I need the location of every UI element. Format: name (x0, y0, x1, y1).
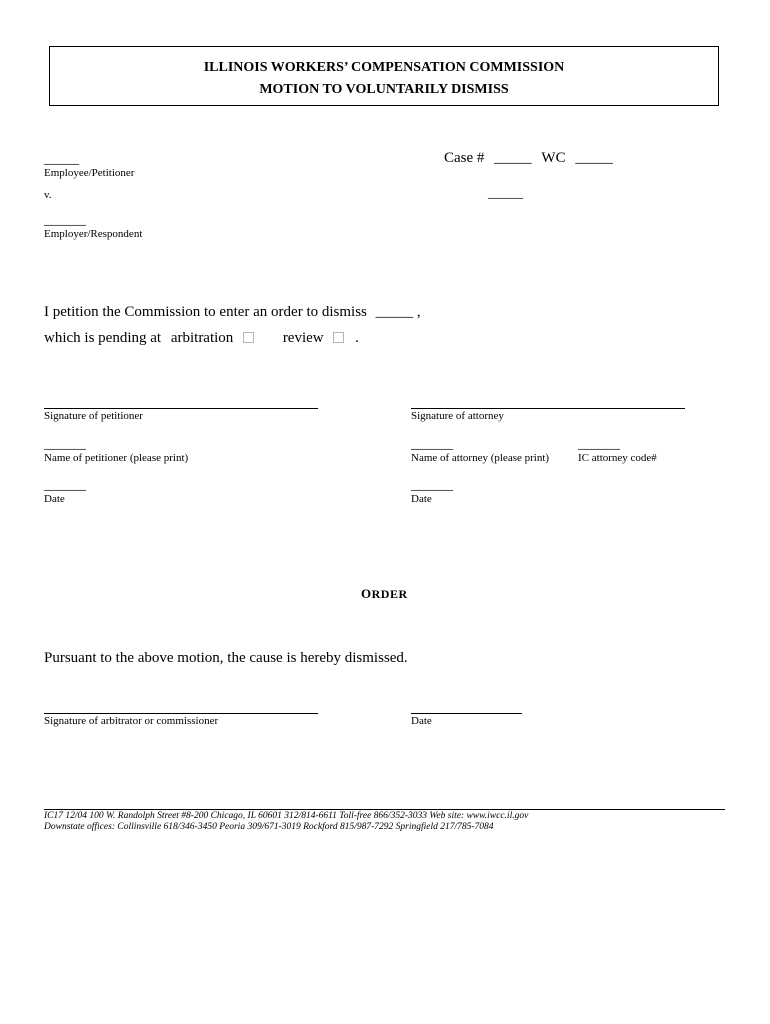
case-label: Case # (444, 150, 485, 166)
petition-text: I petition the Commission to enter an order to dismiss (44, 304, 367, 320)
order-text: Pursuant to the above motion, the cause is hereby dismissed. (44, 650, 408, 666)
petition-line-2 (44, 330, 359, 347)
wc-number-blank[interactable]: _____ (575, 150, 613, 166)
order-heading (361, 586, 408, 602)
attorney-signature-label: Signature of attorney (411, 410, 504, 422)
attorney-signature-line[interactable] (411, 408, 685, 409)
review-label: review (282, 330, 324, 346)
agency-name: ILLINOIS WORKERS’ COMPENSATION COMMISSION (203, 60, 565, 75)
footer-downstate-offices: Downstate offices: Collinsville 618/346-3450 Peoria 309/671-3019 Rockford 815/987-7292 Springfield 217/785-7084 (44, 822, 494, 832)
arbitration-label: arbitration (170, 330, 234, 346)
order-heading-initial: O (361, 586, 372, 601)
petitioner-signature-line[interactable] (44, 408, 318, 409)
order-date-label: Date (411, 715, 432, 727)
attorney-name-label: Name of attorney (please print) (411, 452, 550, 464)
dismiss-party-blank[interactable]: _____ , (375, 304, 421, 320)
employer-label: Employer/Respondent (44, 228, 143, 240)
footer-address: IC17 12/04 100 W. Randolph Street #8-200 Chicago, IL 60601 312/814-6611 Toll-free 866/352-3033 Web site: www.iwcc.il.gov (44, 811, 529, 821)
pending-at-text: which is pending at (44, 330, 162, 346)
review-checkbox[interactable] (333, 332, 344, 343)
wc-label: WC (541, 150, 566, 166)
attorney-name-blank[interactable]: ______ (411, 437, 453, 452)
attorney-date-label: Date (411, 493, 432, 505)
arbitrator-signature-line[interactable] (44, 713, 318, 714)
ic-code-label: IC attorney code# (578, 452, 657, 464)
footer-divider (44, 809, 725, 810)
employee-blank[interactable]: _____ (44, 152, 79, 167)
petitioner-date-label: Date (44, 493, 65, 505)
case-second-blank[interactable]: _____ (488, 186, 523, 201)
employee-label: Employee/Petitioner (44, 167, 135, 179)
petitioner-name-label: Name of petitioner (please print) (44, 452, 189, 464)
order-date-line[interactable] (411, 713, 522, 714)
arbitration-checkbox[interactable] (243, 332, 254, 343)
versus-label: v. (44, 189, 52, 201)
petitioner-name-blank[interactable]: ______ (44, 437, 86, 452)
form-title-box (49, 46, 719, 106)
order-heading-rest: RDER (371, 587, 408, 601)
form-title: MOTION TO VOLUNTARILY DISMISS (259, 82, 509, 97)
sentence-end: . (355, 330, 359, 346)
ic-code-blank[interactable]: ______ (578, 437, 620, 452)
petitioner-date-blank[interactable]: ______ (44, 478, 86, 493)
case-number-row (444, 150, 613, 167)
arbitrator-signature-label: Signature of arbitrator or commissioner (44, 715, 219, 727)
employer-blank[interactable]: ______ (44, 213, 86, 228)
petitioner-signature-label: Signature of petitioner (44, 410, 143, 422)
petition-line-1 (44, 304, 421, 321)
attorney-date-blank[interactable]: ______ (411, 478, 453, 493)
case-number-blank[interactable]: _____ (494, 150, 532, 166)
